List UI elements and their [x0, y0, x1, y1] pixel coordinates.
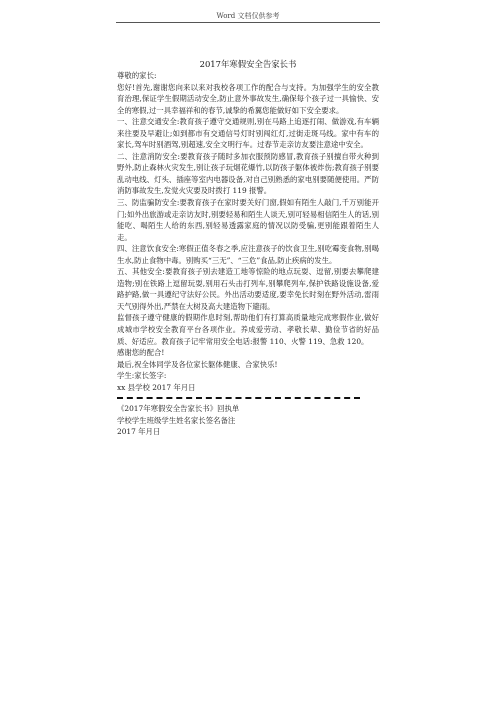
thanks-line: 感谢您的配合!	[117, 348, 165, 358]
wishes-line: 最后,祝全体同学及各位家长躯体健康、合家快乐!	[117, 359, 278, 369]
supervision-paragraph: 监督孩子遵守健康的假期作息时刻,帮助他们有打算高质量地完成寒假作业,做好成城市学校安全教育平台各项作业。养成爱劳动、孝敬长辈、勤俭节省的好品质、好适应。教育孩子记牢常用安全电话:报警 110、火警 119、急救 120。	[117, 313, 379, 346]
receipt-date: 2017 年月日	[117, 427, 161, 437]
salutation: 尊敬的家长:	[117, 71, 157, 80]
signature-line: 学生:家长签字:	[117, 371, 167, 381]
traffic-safety-paragraph: 一、注意交通安全:教育孩子遵守交通规则,别在马路上追逐打闹、做游戏,有车辆来往要及早避让;如到都市有交通信号灯时别闯红灯,过街走斑马线。家中有车的家长,驾车时别酒驾,别超速,安全文明行车。过春节走亲访友要注意途中安全。	[117, 117, 379, 150]
cut-line-divider	[117, 397, 360, 399]
fire-safety-paragraph: 二、注意消防安全:要教育孩子随时多加衣服预防感冒,教育孩子别擅自带火种到野外,防止森林火灾发生,别让孩子玩烟花爆竹,以防孩子躯体被炸伤;教育孩子别要乱动电线、灯头、插座等室内电器设备,对自己别熟悉的家电别要随便使用。严防消防事故发生,发觉火灾要及时拨打 119 报警。	[117, 151, 379, 196]
other-safety-paragraph: 五、其他安全:要教育孩子别去建造工地等惊险的地点玩耍、逗留,别要去攀爬建造物;别在铁路上逗留玩耍,别用石头击打列车,别攀爬列车,保护铁路设施设备,爱路护路,做一具遵纪守法好公民。外出活动要适度,要幸免长时刻在野外活动,雷雨天气别得外出,严禁在大树及高大建造物下避雨。	[117, 267, 379, 311]
document-title: 2017年寒假安全告家长书	[199, 59, 297, 69]
receipt-fields: 学校学生班级学生姓名家长签名备注	[117, 415, 236, 425]
header-divider	[116, 22, 380, 23]
receipt-title: 《2017年寒假安全告家长书》回执单	[117, 404, 240, 414]
school-date-line: xx 县学校 2017 年月日	[117, 382, 196, 392]
page-header: Word 文档仅供参考	[216, 12, 280, 20]
document-body	[117, 70, 379, 438]
fraud-safety-paragraph: 三、防监骗防安全:要教育孩子在家时要关好门窗,假如有陌生人敲门,千万别能开门;如外出旅游或走亲访友时,别要轻易和陌生人谈天,别可轻易相信陌生人的话,别能吃、喝陌生人给的东西,别轻易透露家庭的情况以防受骗,更别能跟着陌生人走。	[117, 198, 379, 242]
intro-paragraph: 您好!首先,谢谢您向来以来对我校各项工作的配合与支持。为加强学生的安全教育治理,保证学生假期活动安全,防止意外事故发生,确保每个孩子过一具愉快、安全的寒假,过一具幸福祥和的春节,诚挚的希翼您能做好如下安全要求。	[117, 82, 379, 115]
food-safety-paragraph: 四、注意饮食安全:寒假正值冬春之季,应注意孩子的饮食卫生,别吃霉变食物,别喝生水,防止食物中毒。别购买“三无”、“三危”食品,防止疾病的发生。	[117, 244, 379, 265]
